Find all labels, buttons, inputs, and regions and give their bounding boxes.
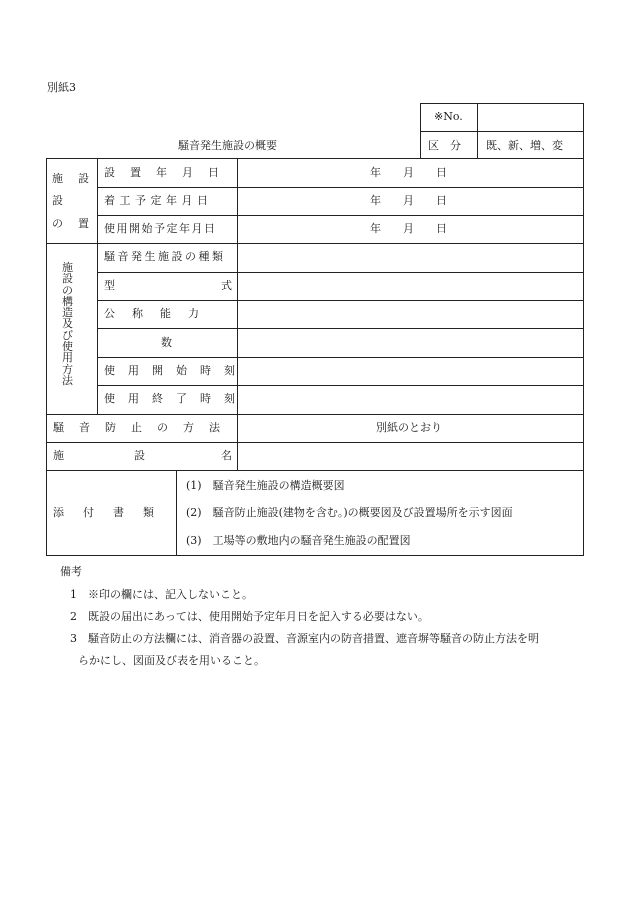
facility-name-label-left: 施 — [53, 449, 64, 462]
structure-group-label: 施設の構造及び使用方法 — [62, 261, 73, 387]
office-no-label: ※No. — [434, 110, 463, 123]
prevention-method-label: 騒 音 防 止 の 方 法 — [53, 421, 222, 434]
model-label-right: 式 — [221, 279, 232, 292]
form-title: 騒音発生施設の概要 — [178, 139, 277, 152]
install-group-char-4: の — [52, 217, 63, 230]
appendix-label: 別紙3 — [47, 81, 76, 94]
remark-item-2: 2 既設の届出にあっては、使用開始予定年月日を記入する必要はない。 — [70, 610, 429, 623]
usage-start-time-label: 使 用 開 始 時 刻 — [104, 364, 236, 377]
remark-item-1: 1 ※印の欄には、記入しないこと。 — [70, 588, 253, 601]
install-date-value: 年 月 日 — [370, 166, 447, 179]
attachment-item-2: (2) 騒音防止施設(建物を含む。)の概要図及び設置場所を示す図面 — [186, 506, 513, 519]
facility-name-label-mid: 設 — [134, 449, 145, 462]
attachment-item-3: (3) 工場等の敷地内の騒音発生施設の配置図 — [186, 534, 411, 547]
facility-name-label-right: 名 — [221, 449, 232, 462]
model-label-left: 型 — [104, 279, 115, 292]
remark-item-3: 3 騒音防止の方法欄には、消音器の設置、音源室内の防音措置、遮音塀等騒音の防止方法を明 — [70, 632, 539, 645]
install-date-label: 設 置 年 月 日 — [104, 166, 221, 179]
attachment-item-1: (1) 騒音発生施設の構造概要図 — [186, 479, 345, 492]
construction-date-value: 年 月 日 — [370, 194, 447, 207]
usage-start-date-value: 年 月 日 — [370, 222, 447, 235]
quantity-label: 数 — [161, 336, 172, 349]
usage-start-date-label: 使用開始予定年月日 — [104, 222, 217, 235]
remark-item-3-continuation: らかにし、図面及び表を用いること。 — [78, 654, 265, 667]
install-group-char-1: 施 — [52, 172, 63, 185]
install-group-char-5: 置 — [78, 217, 89, 230]
install-group-char-2: 設 — [78, 172, 89, 185]
office-kubun-label: 区 分 — [428, 139, 461, 152]
construction-date-label: 着工予定年月日 — [104, 194, 213, 207]
prevention-method-value: 別紙のとおり — [376, 421, 442, 434]
install-group-char-3: 設 — [52, 194, 63, 207]
attachments-label: 添 付 書 類 — [53, 506, 158, 519]
nominal-capacity-label: 公 称 能 力 — [104, 307, 202, 320]
usage-end-time-label: 使 用 終 了 時 刻 — [104, 392, 236, 405]
office-kubun-value: 既、新、増、変 — [486, 139, 563, 152]
remarks-heading: 備考 — [60, 565, 82, 578]
facility-type-label: 騒音発生施設の種類 — [104, 250, 226, 263]
